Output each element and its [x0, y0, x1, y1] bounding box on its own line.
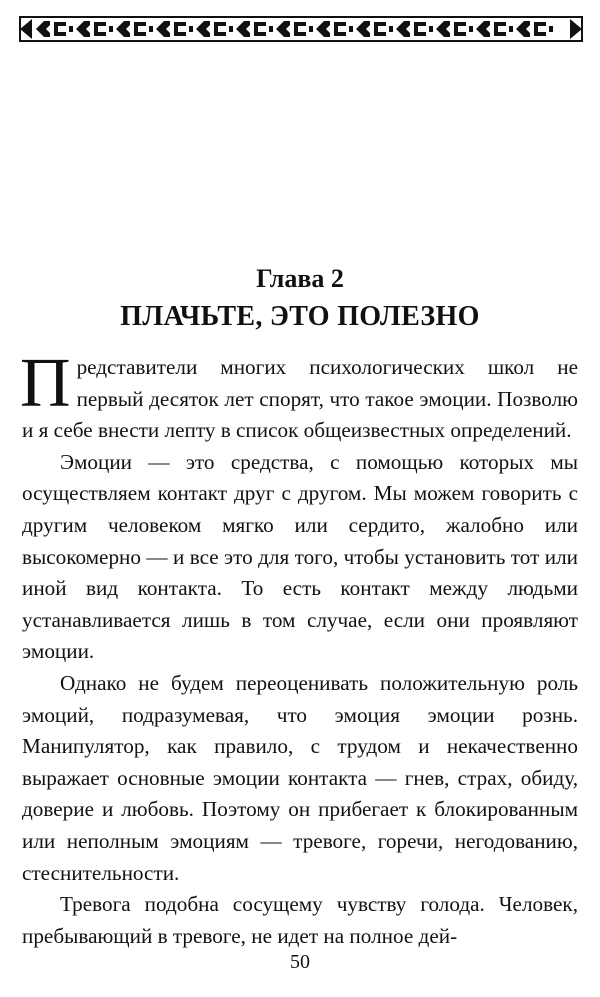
- chapter-title: ПЛАЧЬТЕ, ЭТО ПОЛЕЗНО: [120, 301, 480, 332]
- paragraph-4: Тревога подобна сосущему чувству голода. Человек, пребывающий в тревоге, не идет на полное дей-: [22, 892, 578, 948]
- body-text: [20, 345, 578, 952]
- paragraph-3: Однако не будем переоценивать положительную роль эмоций, подразумевая, что эмоция эмоции рознь. Манипулятор, как правило, с трудом и некачественно выражает основные эмоции контакта — гнев, страх, обиду, доверие и любовь. Поэтому он прибегает к блокированным или неполным эмоциям — тревоге, горечи, негодованию, стеснительности.: [22, 670, 578, 885]
- page-number: 50: [290, 951, 310, 973]
- paragraph-1-text: редставители многих психологических школ не первый десяток лет спорят, что такое эмоции. Позволю и я себе внести лепту в список общеизвестных определений.: [22, 355, 578, 443]
- chapter-number: Глава 2: [256, 264, 344, 293]
- ornamental-border-band: [18, 14, 584, 44]
- paragraph-2: Эмоции — это средства, с помощью которых мы осуществляем контакт друг с другом. Мы можем говорить с другим человеком мягко или сердито, жалобно или высокомерно — и все это для того, чтобы установить тот или иной вид контакта. То есть контакт между людьми устанавливается лишь в том случае, если они проявляют эмоции.: [22, 449, 578, 664]
- paragraph-1: [20, 345, 578, 447]
- drop-cap: П: [20, 345, 71, 422]
